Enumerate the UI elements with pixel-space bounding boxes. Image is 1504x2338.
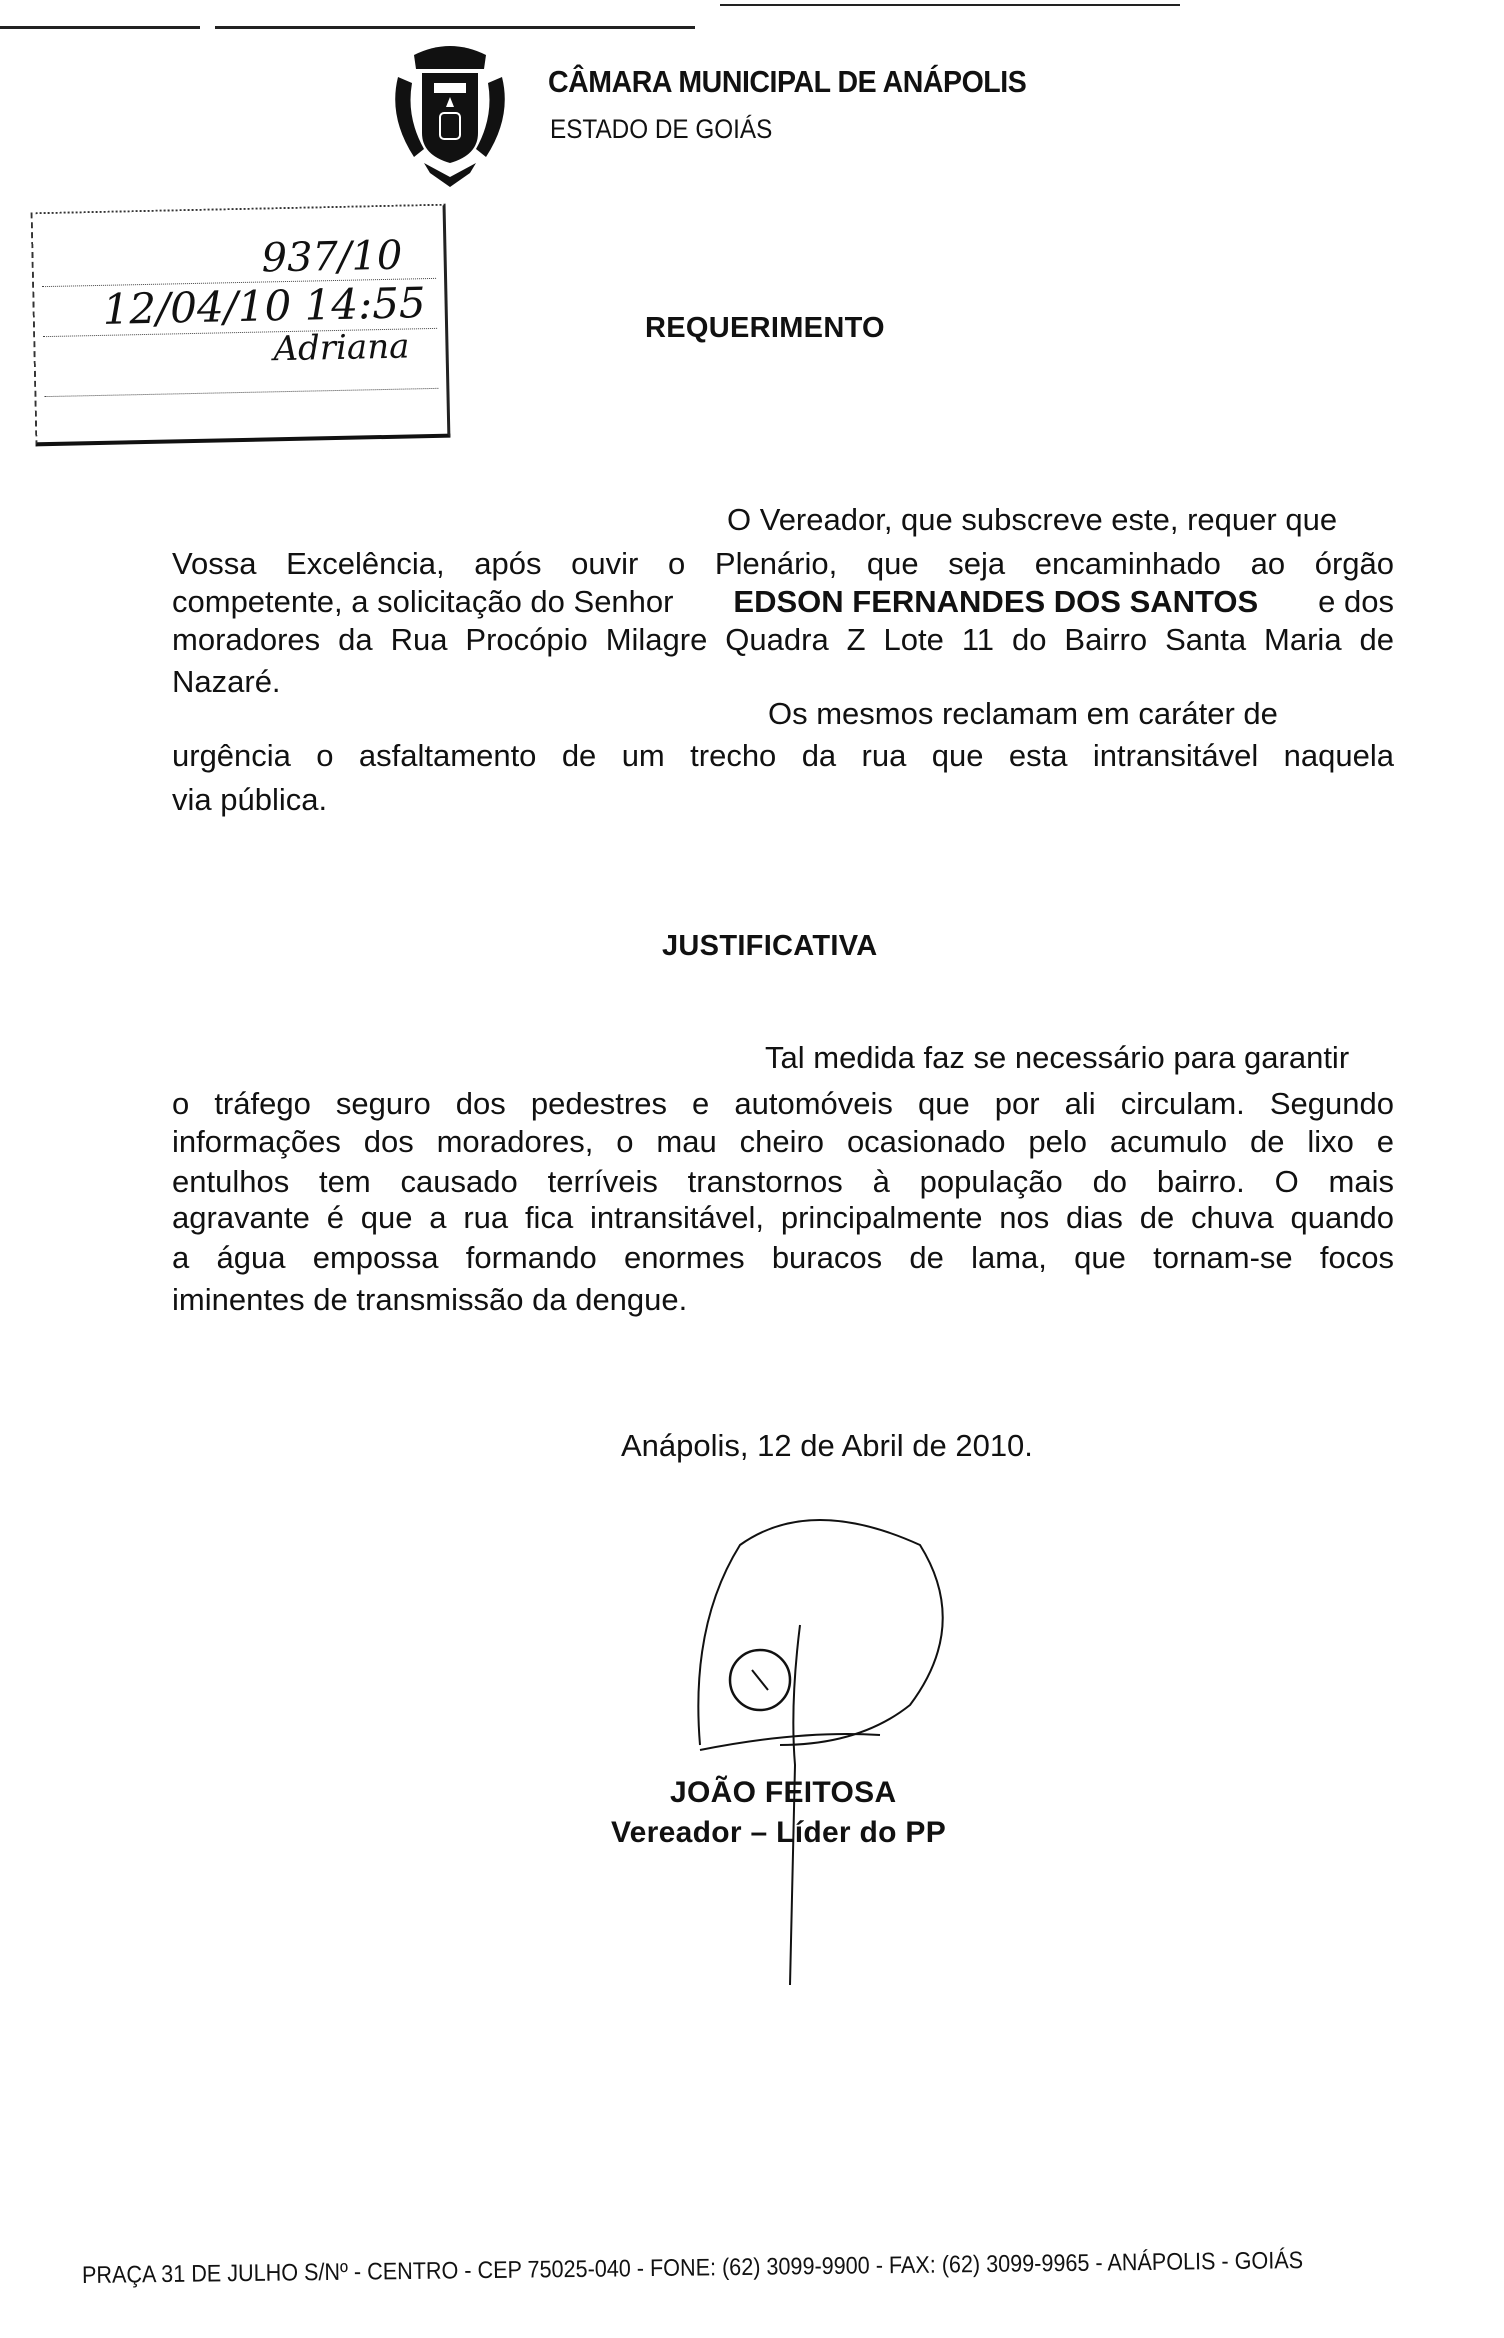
paragraph3-line: informações dos moradores, o mau cheiro ocasionado pelo acumulo de lixo e [172,1124,1394,1159]
paragraph1-line: Vossa Excelência, após ouvir o Plenário, que seja encaminhado ao órgão [172,546,1394,581]
handwritten-signature [680,1505,980,2005]
stamp-signature: Adriana [273,326,410,370]
stamp-signature-row [44,326,438,397]
paragraph2-first-line: Os mesmos reclamam em caráter de [768,696,1278,731]
scan-edge-line [215,26,695,29]
stamp-protocol-number: 937/10 [261,232,403,282]
paragraph1-line: Nazaré. [172,664,281,699]
document-title: REQUERIMENTO [645,312,885,344]
paragraph2-line: urgência o asfaltamento de um trecho da rua que esta intransitável naquela [172,738,1394,773]
protocol-stamp [31,204,451,447]
paragraph1-line: moradores da Rua Procópio Milagre Quadra Z Lote 11 do Bairro Santa Maria de [172,622,1394,657]
institution-name: CÂMARA MUNICIPAL DE ANÁPOLIS [548,64,1027,99]
coat-of-arms-logo [384,37,516,187]
paragraph1-line-text: e dos [1318,584,1394,619]
signer-role: Vereador – Líder do PP [611,1816,947,1849]
paragraph3-line: iminentes de transmissão da dengue. [172,1282,688,1317]
document-date: Anápolis, 12 de Abril de 2010. [621,1428,1033,1463]
paragraph1-first-line: O Vereador, que subscreve este, requer que [727,502,1338,537]
signer-name: JOÃO FEITOSA [670,1776,897,1809]
paragraph3-line: entulhos tem causado terríveis transtornos à população do bairro. O mais [172,1164,1394,1199]
state-name: ESTADO DE GOIÁS [550,114,773,144]
requester-name: EDSON FERNANDES DOS SANTOS [733,584,1259,619]
paragraph3-line: o tráfego seguro dos pedestres e automóveis que por ali circulam. Segundo [172,1086,1394,1121]
paragraph3-line: agravante é que a rua fica intransitável, principalmente nos dias de chuva quando [172,1200,1394,1235]
stamp-date-time: 12/04/10 14:55 [102,278,427,334]
paragraph3-line: a água empossa formando enormes buracos de lama, que tornam-se focos [172,1240,1394,1275]
scan-edge-line [0,26,200,29]
footer-address: PRAÇA 31 DE JULHO S/Nº - CENTRO - CEP 75025-040 - FONE: (62) 3099-9900 - FAX: (62) 3099-9965 - ANÁPOLIS - GOIÁS [81,2247,1304,2289]
scan-edge-line [720,4,1180,6]
paragraph1-line-text: competente, a solicitação do Senhor [172,584,674,619]
paragraph2-line: via pública. [172,782,328,817]
justification-title: JUSTIFICATIVA [662,930,878,962]
paragraph3-first-line: Tal medida faz se necessário para garantir [765,1040,1350,1075]
paragraph1-line [172,584,1394,620]
